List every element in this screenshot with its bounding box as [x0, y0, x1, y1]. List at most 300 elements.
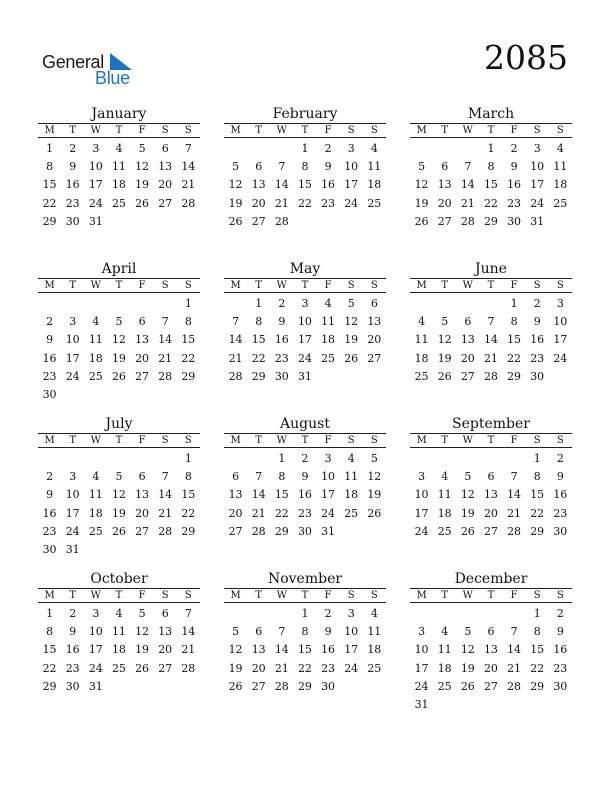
day-cell: 12: [111, 488, 126, 502]
day-cell: 21: [483, 351, 498, 365]
month-name: January: [38, 105, 200, 124]
empty-day-cell: [433, 450, 456, 468]
day-cell: 27: [158, 661, 173, 675]
month-june: [410, 260, 572, 386]
empty-day-cell: [433, 605, 456, 623]
day-cell: 29: [181, 369, 196, 383]
day-cell: 12: [437, 333, 452, 347]
day-cell: 13: [483, 643, 498, 657]
day-cell: 25: [88, 524, 103, 538]
day-cell: 10: [414, 643, 429, 657]
day-cell: 10: [65, 333, 80, 347]
day-cell: 19: [135, 643, 150, 657]
day-cell: 27: [135, 524, 150, 538]
day-cell: 17: [65, 506, 80, 520]
day-cell: 2: [556, 452, 564, 465]
day-cell: 25: [414, 369, 429, 383]
weekday-label: M: [416, 280, 427, 291]
day-cell: 10: [88, 160, 103, 174]
weekday-label: T: [441, 280, 449, 291]
month-august: [224, 415, 386, 541]
day-cell: 13: [251, 643, 266, 657]
day-cell: 12: [344, 315, 359, 329]
day-cell: 17: [553, 333, 568, 347]
day-cell: 29: [483, 214, 498, 228]
day-cell: 24: [65, 524, 80, 538]
day-cell: 12: [228, 178, 243, 192]
day-cell: 14: [274, 178, 289, 192]
empty-day-cell: [224, 605, 247, 623]
day-cell: 25: [88, 369, 103, 383]
day-cell: 6: [255, 160, 263, 174]
month-name: February: [224, 105, 386, 124]
weekday-label: T: [255, 435, 263, 446]
month-july: [38, 415, 200, 559]
day-cell: 3: [347, 142, 355, 155]
day-cell: 29: [42, 214, 57, 228]
empty-day-cell: [38, 295, 61, 313]
weekday-header: [224, 124, 386, 138]
weekday-label: S: [161, 590, 169, 601]
day-cell: 17: [530, 178, 545, 192]
month-name: December: [410, 570, 572, 589]
day-cell: 10: [414, 488, 429, 502]
day-cell: 9: [324, 160, 332, 174]
weekday-label: T: [301, 125, 309, 136]
day-cell: 28: [274, 214, 289, 228]
empty-day-cell: [433, 140, 456, 158]
weekday-label: M: [44, 280, 55, 291]
day-cell: 8: [301, 625, 309, 639]
day-cell: 8: [487, 160, 495, 174]
day-cell: 27: [135, 369, 150, 383]
month-name: August: [224, 415, 386, 434]
day-cell: 15: [42, 178, 57, 192]
day-cell: 19: [111, 351, 126, 365]
day-cell: 11: [88, 488, 103, 502]
day-cell: 27: [251, 679, 266, 693]
month-name: May: [224, 260, 386, 279]
empty-day-cell: [479, 605, 502, 623]
empty-day-cell: [503, 450, 526, 468]
day-cell: 13: [367, 315, 382, 329]
day-cell: 29: [530, 679, 545, 693]
weekday-label: F: [324, 590, 332, 601]
day-cell: 24: [88, 196, 103, 210]
day-cell: 29: [42, 679, 57, 693]
day-cell: 28: [228, 369, 243, 383]
day-cell: 23: [321, 196, 336, 210]
weekday-label: F: [510, 125, 518, 136]
day-cell: 22: [507, 351, 522, 365]
day-cell: 18: [367, 643, 382, 657]
month-october: [38, 570, 200, 696]
day-cell: 21: [460, 196, 475, 210]
empty-day-cell: [247, 140, 270, 158]
empty-day-cell: [456, 295, 479, 313]
empty-day-cell: [224, 140, 247, 158]
day-cell: 1: [533, 452, 541, 465]
day-cell: 9: [510, 160, 518, 174]
day-cell: 2: [510, 142, 518, 155]
day-cell: 16: [553, 643, 568, 657]
day-cell: 31: [530, 214, 545, 228]
day-cell: 8: [533, 470, 541, 484]
day-cell: 23: [321, 661, 336, 675]
day-cell: 31: [88, 214, 103, 228]
day-grid: [224, 295, 386, 386]
day-cell: 28: [507, 679, 522, 693]
day-cell: 28: [460, 214, 475, 228]
day-cell: 9: [533, 315, 541, 329]
month-january: [38, 105, 200, 231]
day-cell: 14: [274, 643, 289, 657]
weekday-header: [224, 434, 386, 448]
empty-day-cell: [61, 450, 84, 468]
day-cell: 28: [181, 196, 196, 210]
day-cell: 12: [367, 470, 382, 484]
day-cell: 14: [483, 333, 498, 347]
empty-day-cell: [247, 450, 270, 468]
month-november: [224, 570, 386, 696]
day-cell: 2: [324, 607, 332, 620]
day-cell: 7: [232, 315, 240, 329]
day-cell: 21: [158, 351, 173, 365]
weekday-label: S: [533, 435, 541, 446]
day-cell: 2: [69, 142, 77, 155]
weekday-label: S: [370, 590, 378, 601]
day-cell: 12: [135, 625, 150, 639]
weekday-label: S: [556, 125, 564, 136]
weekday-label: S: [161, 125, 169, 136]
day-cell: 29: [507, 369, 522, 383]
day-cell: 25: [321, 351, 336, 365]
weekday-label: T: [69, 280, 77, 291]
empty-day-cell: [84, 450, 107, 468]
day-cell: 27: [483, 524, 498, 538]
day-cell: 15: [530, 643, 545, 657]
empty-day-cell: [410, 605, 433, 623]
day-cell: 17: [88, 643, 103, 657]
day-cell: 25: [344, 506, 359, 520]
day-cell: 3: [556, 297, 564, 310]
day-cell: 27: [158, 196, 173, 210]
day-cell: 20: [367, 333, 382, 347]
day-cell: 1: [184, 452, 192, 465]
weekday-label: S: [347, 590, 355, 601]
day-cell: 15: [530, 488, 545, 502]
weekday-label: S: [347, 125, 355, 136]
day-cell: 7: [510, 470, 518, 484]
day-cell: 18: [88, 351, 103, 365]
day-cell: 5: [115, 315, 123, 329]
day-cell: 6: [464, 315, 472, 329]
weekday-label: S: [556, 590, 564, 601]
day-cell: 22: [274, 506, 289, 520]
weekday-label: T: [441, 435, 449, 446]
day-cell: 21: [228, 351, 243, 365]
day-cell: 10: [88, 625, 103, 639]
day-cell: 19: [414, 196, 429, 210]
day-cell: 1: [46, 142, 54, 155]
day-cell: 6: [232, 470, 240, 484]
empty-day-cell: [456, 605, 479, 623]
day-cell: 5: [347, 297, 355, 310]
day-cell: 23: [65, 196, 80, 210]
day-cell: 11: [437, 643, 452, 657]
day-cell: 5: [464, 470, 472, 484]
day-cell: 4: [556, 142, 564, 155]
weekday-label: M: [230, 590, 241, 601]
day-cell: 3: [533, 142, 541, 155]
weekday-label: T: [69, 590, 77, 601]
day-cell: 5: [115, 470, 123, 484]
weekday-header: [410, 124, 572, 138]
day-cell: 14: [158, 488, 173, 502]
day-cell: 24: [321, 506, 336, 520]
day-cell: 24: [65, 369, 80, 383]
day-cell: 29: [530, 524, 545, 538]
day-cell: 20: [483, 506, 498, 520]
day-cell: 20: [228, 506, 243, 520]
weekday-label: W: [276, 280, 287, 291]
weekday-label: S: [347, 280, 355, 291]
day-cell: 20: [251, 661, 266, 675]
day-cell: 5: [464, 625, 472, 639]
day-cell: 22: [530, 661, 545, 675]
day-cell: 19: [228, 196, 243, 210]
day-cell: 7: [278, 160, 286, 174]
day-cell: 5: [370, 452, 378, 465]
day-cell: 13: [158, 625, 173, 639]
day-cell: 14: [507, 488, 522, 502]
day-cell: 14: [181, 625, 196, 639]
empty-day-cell: [433, 295, 456, 313]
day-cell: 11: [414, 333, 429, 347]
month-may: [224, 260, 386, 386]
day-cell: 23: [553, 506, 568, 520]
day-cell: 15: [507, 333, 522, 347]
weekday-label: T: [255, 590, 263, 601]
day-cell: 14: [507, 643, 522, 657]
weekday-label: F: [138, 435, 146, 446]
month-name: October: [38, 570, 200, 589]
day-cell: 28: [181, 661, 196, 675]
empty-day-cell: [154, 450, 177, 468]
day-cell: 8: [184, 315, 192, 329]
weekday-label: S: [533, 590, 541, 601]
weekday-label: T: [487, 125, 495, 136]
empty-day-cell: [131, 450, 154, 468]
day-cell: 10: [321, 470, 336, 484]
day-cell: 3: [69, 470, 77, 484]
day-cell: 4: [441, 470, 449, 484]
day-cell: 30: [321, 679, 336, 693]
weekday-label: F: [138, 590, 146, 601]
day-cell: 26: [460, 524, 475, 538]
weekday-label: S: [184, 125, 192, 136]
calendar-year: 2085: [484, 38, 568, 77]
empty-day-cell: [247, 605, 270, 623]
day-cell: 5: [232, 625, 240, 639]
day-cell: 8: [255, 315, 263, 329]
weekday-label: W: [462, 590, 473, 601]
day-cell: 20: [158, 643, 173, 657]
day-cell: 26: [344, 351, 359, 365]
day-cell: 5: [232, 160, 240, 174]
day-cell: 20: [483, 661, 498, 675]
brand-logo: [42, 50, 142, 90]
empty-day-cell: [224, 450, 247, 468]
day-cell: 5: [138, 142, 146, 155]
day-cell: 21: [251, 506, 266, 520]
day-cell: 5: [418, 160, 426, 174]
day-cell: 5: [441, 315, 449, 329]
month-september: [410, 415, 572, 541]
day-cell: 26: [111, 524, 126, 538]
day-cell: 30: [553, 679, 568, 693]
weekday-label: T: [115, 280, 123, 291]
day-cell: 4: [324, 297, 332, 310]
day-cell: 24: [344, 196, 359, 210]
weekday-label: W: [462, 125, 473, 136]
day-cell: 7: [464, 160, 472, 174]
day-cell: 12: [228, 643, 243, 657]
day-cell: 3: [418, 625, 426, 639]
day-cell: 14: [251, 488, 266, 502]
day-grid: [224, 450, 386, 541]
day-cell: 17: [297, 333, 312, 347]
month-name: July: [38, 415, 200, 434]
day-cell: 23: [42, 524, 57, 538]
day-cell: 7: [255, 470, 263, 484]
empty-day-cell: [61, 295, 84, 313]
day-grid: [38, 140, 200, 231]
day-cell: 1: [255, 297, 263, 310]
day-cell: 18: [321, 333, 336, 347]
day-cell: 9: [69, 160, 77, 174]
day-cell: 26: [228, 679, 243, 693]
day-cell: 19: [460, 506, 475, 520]
weekday-label: S: [533, 125, 541, 136]
empty-day-cell: [107, 450, 130, 468]
day-cell: 13: [158, 160, 173, 174]
day-cell: 31: [88, 679, 103, 693]
day-cell: 20: [437, 196, 452, 210]
weekday-header: [410, 279, 572, 293]
day-cell: 12: [135, 160, 150, 174]
weekday-label: M: [44, 125, 55, 136]
day-cell: 17: [321, 488, 336, 502]
day-cell: 23: [274, 351, 289, 365]
day-cell: 22: [297, 196, 312, 210]
empty-day-cell: [107, 295, 130, 313]
empty-day-cell: [456, 140, 479, 158]
day-cell: 24: [553, 351, 568, 365]
day-cell: 15: [251, 333, 266, 347]
weekday-label: T: [487, 435, 495, 446]
day-cell: 25: [437, 679, 452, 693]
day-cell: 22: [251, 351, 266, 365]
day-cell: 13: [135, 488, 150, 502]
day-cell: 15: [42, 643, 57, 657]
day-cell: 8: [46, 160, 54, 174]
weekday-header: [224, 279, 386, 293]
day-cell: 3: [347, 607, 355, 620]
weekday-label: S: [556, 435, 564, 446]
day-cell: 8: [46, 625, 54, 639]
day-cell: 25: [111, 196, 126, 210]
day-cell: 26: [228, 214, 243, 228]
day-cell: 21: [181, 643, 196, 657]
day-cell: 26: [414, 214, 429, 228]
weekday-label: F: [324, 435, 332, 446]
day-cell: 8: [278, 470, 286, 484]
weekday-label: F: [510, 590, 518, 601]
day-cell: 24: [414, 524, 429, 538]
day-cell: 6: [255, 625, 263, 639]
day-cell: 3: [418, 470, 426, 484]
day-cell: 18: [111, 178, 126, 192]
weekday-header: [38, 124, 200, 138]
day-cell: 1: [184, 297, 192, 310]
day-cell: 26: [135, 661, 150, 675]
day-cell: 26: [437, 369, 452, 383]
month-march: [410, 105, 572, 231]
day-cell: 4: [115, 142, 123, 155]
day-cell: 2: [324, 142, 332, 155]
day-cell: 3: [92, 607, 100, 620]
day-cell: 22: [297, 661, 312, 675]
day-cell: 25: [437, 524, 452, 538]
weekday-label: M: [230, 125, 241, 136]
weekday-label: F: [324, 125, 332, 136]
day-cell: 22: [483, 196, 498, 210]
day-cell: 16: [297, 488, 312, 502]
day-cell: 25: [367, 661, 382, 675]
weekday-label: S: [184, 435, 192, 446]
day-cell: 11: [344, 470, 359, 484]
day-cell: 9: [46, 333, 54, 347]
day-cell: 20: [135, 351, 150, 365]
weekday-label: S: [184, 590, 192, 601]
day-cell: 16: [530, 333, 545, 347]
day-grid: [38, 295, 200, 404]
day-cell: 30: [530, 369, 545, 383]
day-cell: 9: [556, 470, 564, 484]
weekday-label: S: [533, 280, 541, 291]
weekday-label: T: [441, 125, 449, 136]
weekday-label: M: [44, 590, 55, 601]
day-cell: 9: [324, 625, 332, 639]
weekday-label: W: [276, 125, 287, 136]
day-cell: 23: [65, 661, 80, 675]
day-cell: 18: [111, 643, 126, 657]
day-cell: 30: [65, 214, 80, 228]
day-cell: 19: [437, 351, 452, 365]
day-cell: 3: [301, 297, 309, 310]
day-grid: [224, 605, 386, 696]
weekday-label: T: [441, 590, 449, 601]
day-cell: 16: [553, 488, 568, 502]
weekday-label: S: [370, 280, 378, 291]
day-cell: 10: [530, 160, 545, 174]
day-grid: [410, 605, 572, 714]
day-cell: 3: [92, 142, 100, 155]
weekday-label: S: [556, 280, 564, 291]
month-name: September: [410, 415, 572, 434]
day-cell: 11: [553, 160, 568, 174]
